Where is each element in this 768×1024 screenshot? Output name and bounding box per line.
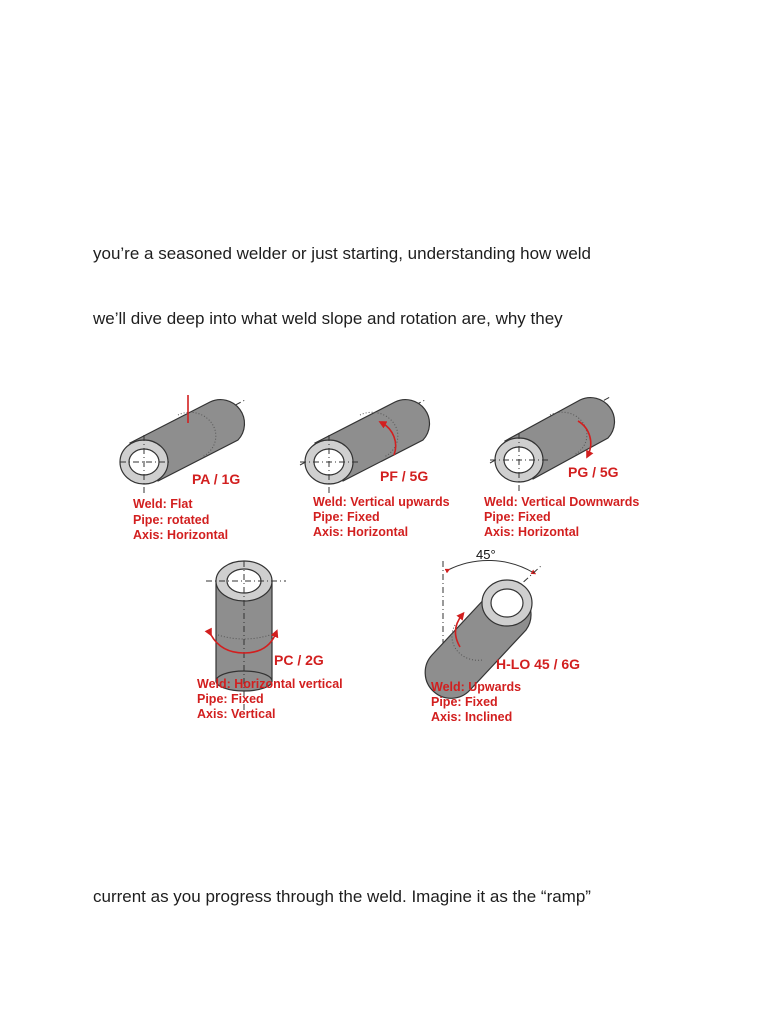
position-weld-pf-5g: Weld: Vertical upwards [313,495,450,509]
position-axis-pf-5g: Axis: Horizontal [313,525,409,539]
position-code-pf-5g: PF / 5G [380,468,429,484]
position-code-hlo45-6g: H-LO 45 / 6G [496,656,581,672]
position-axis-pg-5g: Axis: Horizontal [484,525,580,539]
position-code-pc-2g: PC / 2G [274,652,324,668]
position-code-pg-5g: PG / 5G [568,464,619,480]
position-pipe-pf-5g: Pipe: Fixed [313,510,380,524]
position-weld-pc-2g: Weld: Horizontal vertical [197,677,343,691]
position-axis-pa-1g: Axis: Horizontal [133,528,229,542]
position-weld-pg-5g: Weld: Vertical Downwards [484,495,640,509]
pipe-hlo45-6g-illustration [425,561,542,699]
position-axis-pc-2g: Axis: Vertical [197,707,276,721]
position-pipe-pc-2g: Pipe: Fixed [197,692,264,706]
angle-label-45: 45° [476,547,496,562]
position-pipe-hlo45-6g: Pipe: Fixed [431,695,498,709]
position-axis-hlo45-6g: Axis: Inclined [431,710,513,724]
position-pipe-pg-5g: Pipe: Fixed [484,510,551,524]
body-text-line-3: current as you progress through the weld. Imagine it as the “ramp” [93,887,591,906]
body-text-line-2: we’ll dive deep into what weld slope and rotation are, why they [93,309,563,328]
body-text-line-1: you’re a seasoned welder or just starting, understanding how weld [93,244,592,263]
position-code-pa-1g: PA / 1G [192,471,241,487]
position-weld-hlo45-6g: Weld: Upwards [431,680,522,694]
position-weld-pa-1g: Weld: Flat [133,497,193,511]
position-pipe-pa-1g: Pipe: rotated [133,513,210,527]
welding-positions-figure [110,385,670,730]
